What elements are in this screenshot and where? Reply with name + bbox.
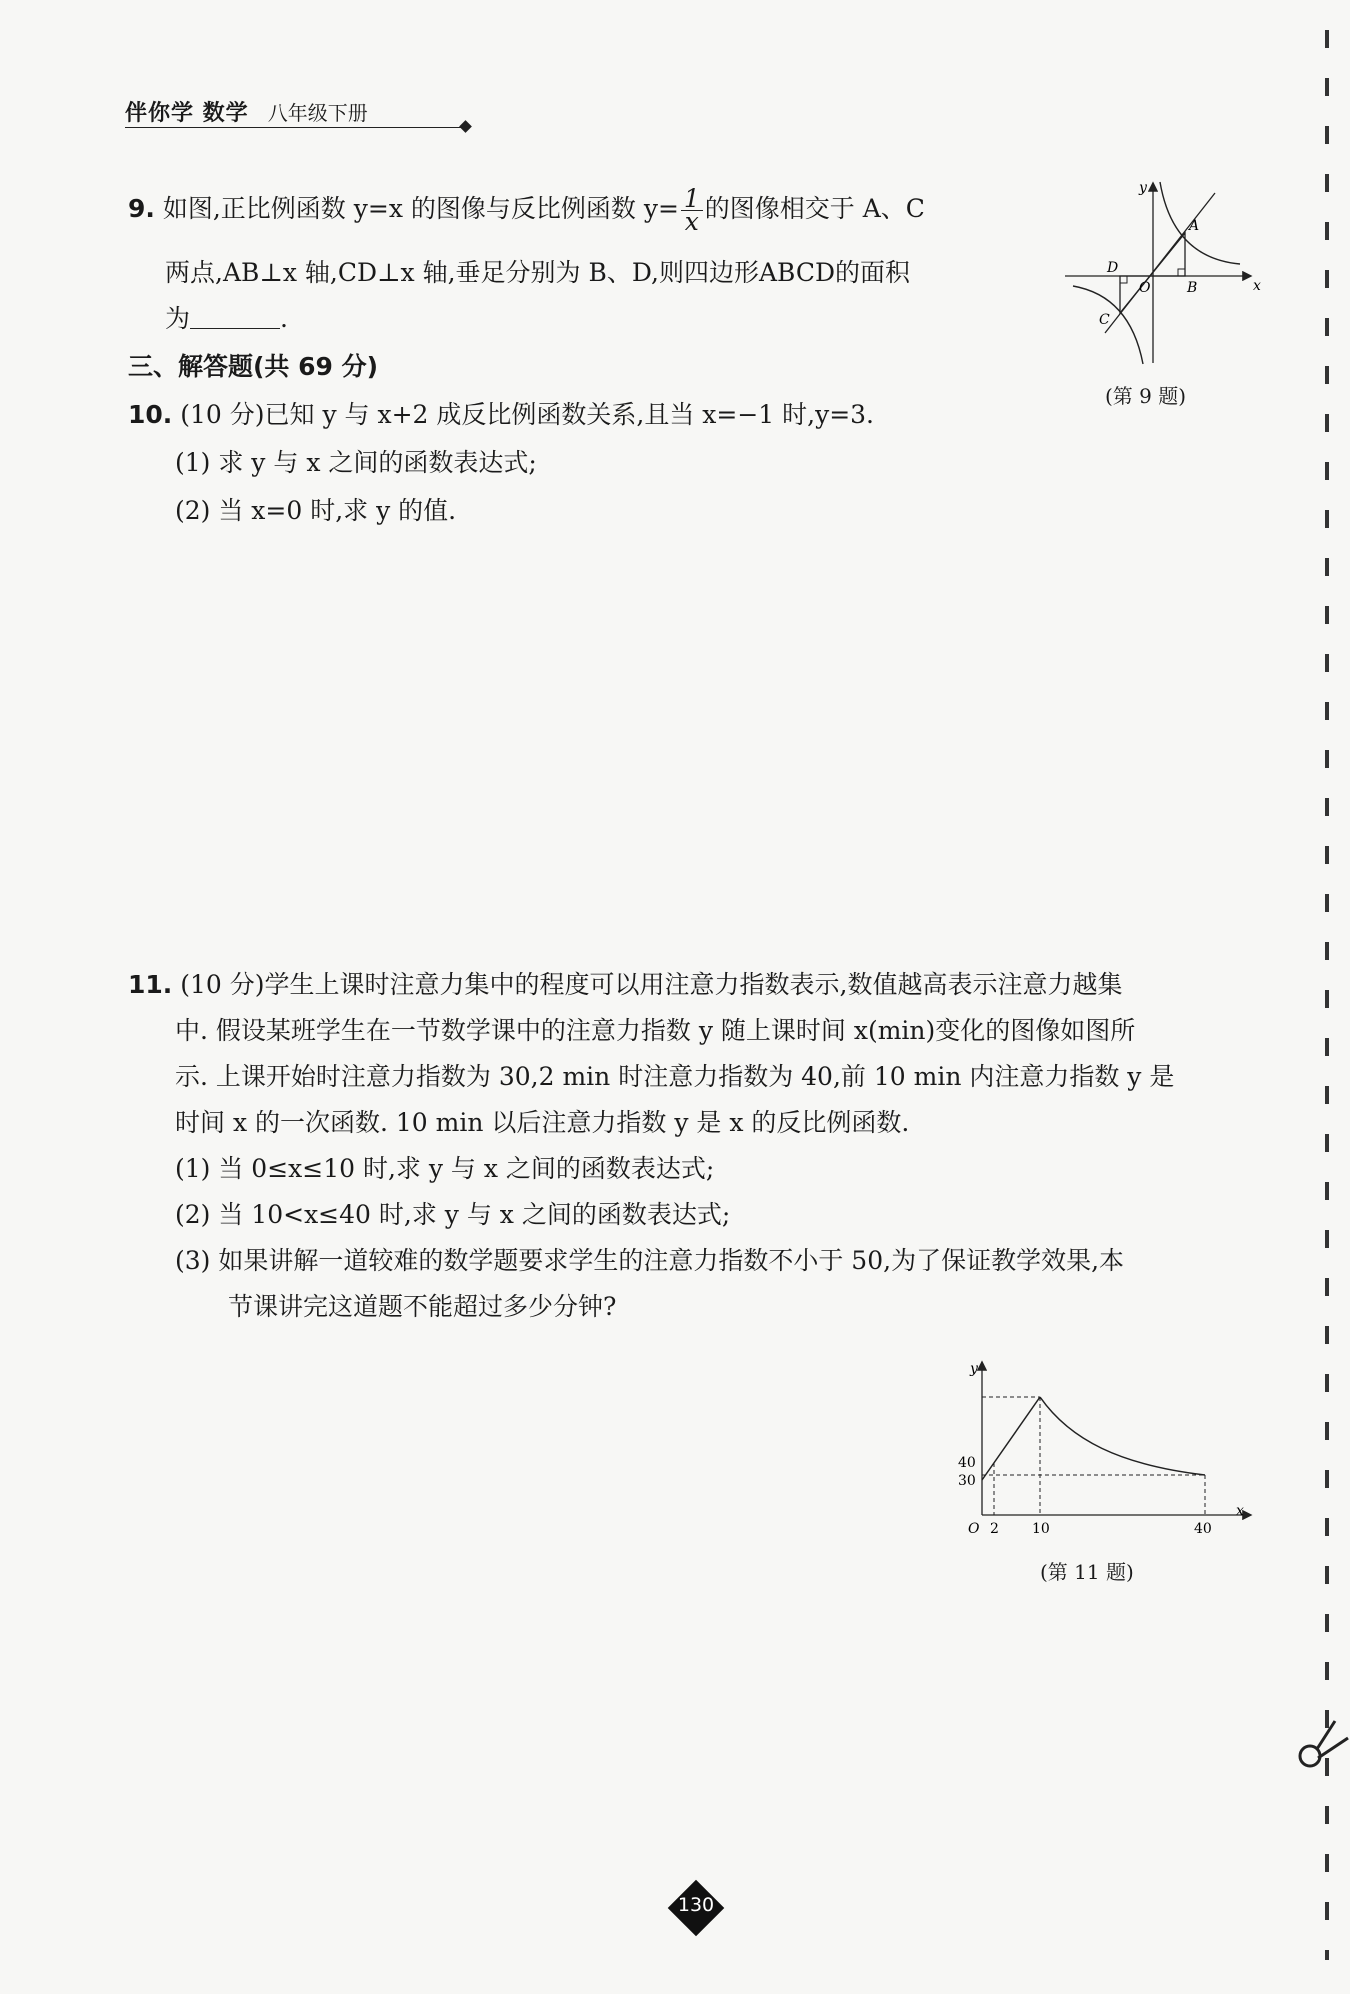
q9-number: 9. bbox=[128, 194, 155, 223]
q11-line4: 时间 x 的一次函数. 10 min 以后注意力指数 y 是 x 的反比例函数. bbox=[175, 1108, 910, 1137]
label-d: D bbox=[1107, 260, 1119, 276]
q10-stem-line bbox=[128, 398, 874, 432]
label-a: A bbox=[1189, 218, 1200, 234]
q11-line2: 中. 假设某班学生在一节数学课中的注意力指数 y 随上课时间 x(min)变化的图像如图所 bbox=[175, 1016, 1136, 1045]
header-diamond-icon bbox=[459, 120, 472, 133]
q10-number: 10. bbox=[128, 400, 173, 429]
q11-part3-a: (3) 如果讲解一道较难的数学题要求学生的注意力指数不小于 50,为了保证教学效果,本 bbox=[175, 1246, 1125, 1275]
scissors-icon bbox=[1290, 1716, 1350, 1776]
right-angle-b bbox=[1178, 269, 1185, 276]
q9-line2: 两点,AB⊥x 轴,CD⊥x 轴,垂足分别为 B、D,则四边形ABCD的面积 bbox=[165, 258, 911, 287]
book-subtitle: 八年级下册 bbox=[267, 101, 368, 125]
section-title: 三、解答题(共 69 分) bbox=[128, 352, 379, 381]
q9-figure bbox=[1065, 178, 1265, 368]
q11-caption: (第 11 题) bbox=[1040, 1560, 1134, 1584]
header-rule bbox=[125, 127, 463, 128]
label-c: C bbox=[1099, 312, 1110, 328]
q9-line1 bbox=[128, 184, 925, 236]
tick-x40: 40 bbox=[1194, 1521, 1212, 1535]
page-number: 130 bbox=[677, 1894, 715, 1916]
q9-text-c: 为 bbox=[165, 304, 191, 333]
tick-40: 40 bbox=[958, 1455, 976, 1471]
tick-x10: 10 bbox=[1032, 1521, 1050, 1535]
label-x: x bbox=[1236, 1503, 1244, 1519]
q10-part1: (1) 求 y 与 x 之间的函数表达式; bbox=[175, 448, 537, 477]
label-b: B bbox=[1187, 280, 1198, 296]
answer-blank bbox=[190, 306, 280, 329]
q9-period: . bbox=[280, 304, 288, 333]
q9-text-b: 的图像相交于 A、C bbox=[704, 194, 925, 223]
q11-line3: 示. 上课开始时注意力指数为 30,2 min 时注意力指数为 40,前 10 min 内注意力指数 y 是 bbox=[175, 1062, 1175, 1091]
q11-line1 bbox=[128, 968, 1122, 1002]
q11-part2: (2) 当 10<x≤40 时,求 y 与 x 之间的函数表达式; bbox=[175, 1200, 731, 1229]
hyperbola-branch-1 bbox=[1160, 182, 1240, 264]
q11-part3-b: 节课讲完这道题不能超过多少分钟? bbox=[228, 1292, 617, 1321]
label-x: x bbox=[1253, 278, 1261, 294]
tick-30: 30 bbox=[958, 1473, 976, 1489]
q11-text-1: (10 分)学生上课时注意力集中的程度可以用注意力指数表示,数值越高表示注意力越集 bbox=[180, 970, 1123, 999]
q9-caption: (第 9 题) bbox=[1105, 384, 1187, 408]
q10-part2: (2) 当 x=0 时,求 y 的值. bbox=[175, 496, 457, 525]
q11-number: 11. bbox=[128, 970, 173, 999]
page-header bbox=[125, 96, 475, 130]
cut-line bbox=[1325, 30, 1329, 1960]
right-angle-d bbox=[1120, 276, 1127, 283]
label-o: O bbox=[968, 1521, 980, 1535]
label-y: y bbox=[1139, 180, 1147, 196]
q9-line3 bbox=[165, 302, 288, 336]
fraction-numerator: 1 bbox=[681, 188, 703, 211]
fraction-denominator: x bbox=[684, 207, 699, 236]
label-y: y bbox=[970, 1361, 978, 1377]
book-brand: 伴你学 数学 bbox=[125, 101, 249, 126]
page-number-badge bbox=[668, 1880, 724, 1936]
label-o: O bbox=[1139, 280, 1151, 296]
q11-figure bbox=[950, 1355, 1260, 1535]
q11-part1: (1) 当 0≤x≤10 时,求 y 与 x 之间的函数表达式; bbox=[175, 1154, 715, 1183]
linear-segment bbox=[982, 1397, 1040, 1480]
q9-fraction bbox=[681, 184, 703, 236]
q9-text-a: 如图,正比例函数 y=x 的图像与反比例函数 y= bbox=[162, 194, 679, 223]
tick-x2: 2 bbox=[990, 1521, 999, 1535]
inverse-curve bbox=[1040, 1397, 1205, 1475]
q10-stem: (10 分)已知 y 与 x+2 成反比例函数关系,且当 x=−1 时,y=3. bbox=[180, 400, 874, 429]
